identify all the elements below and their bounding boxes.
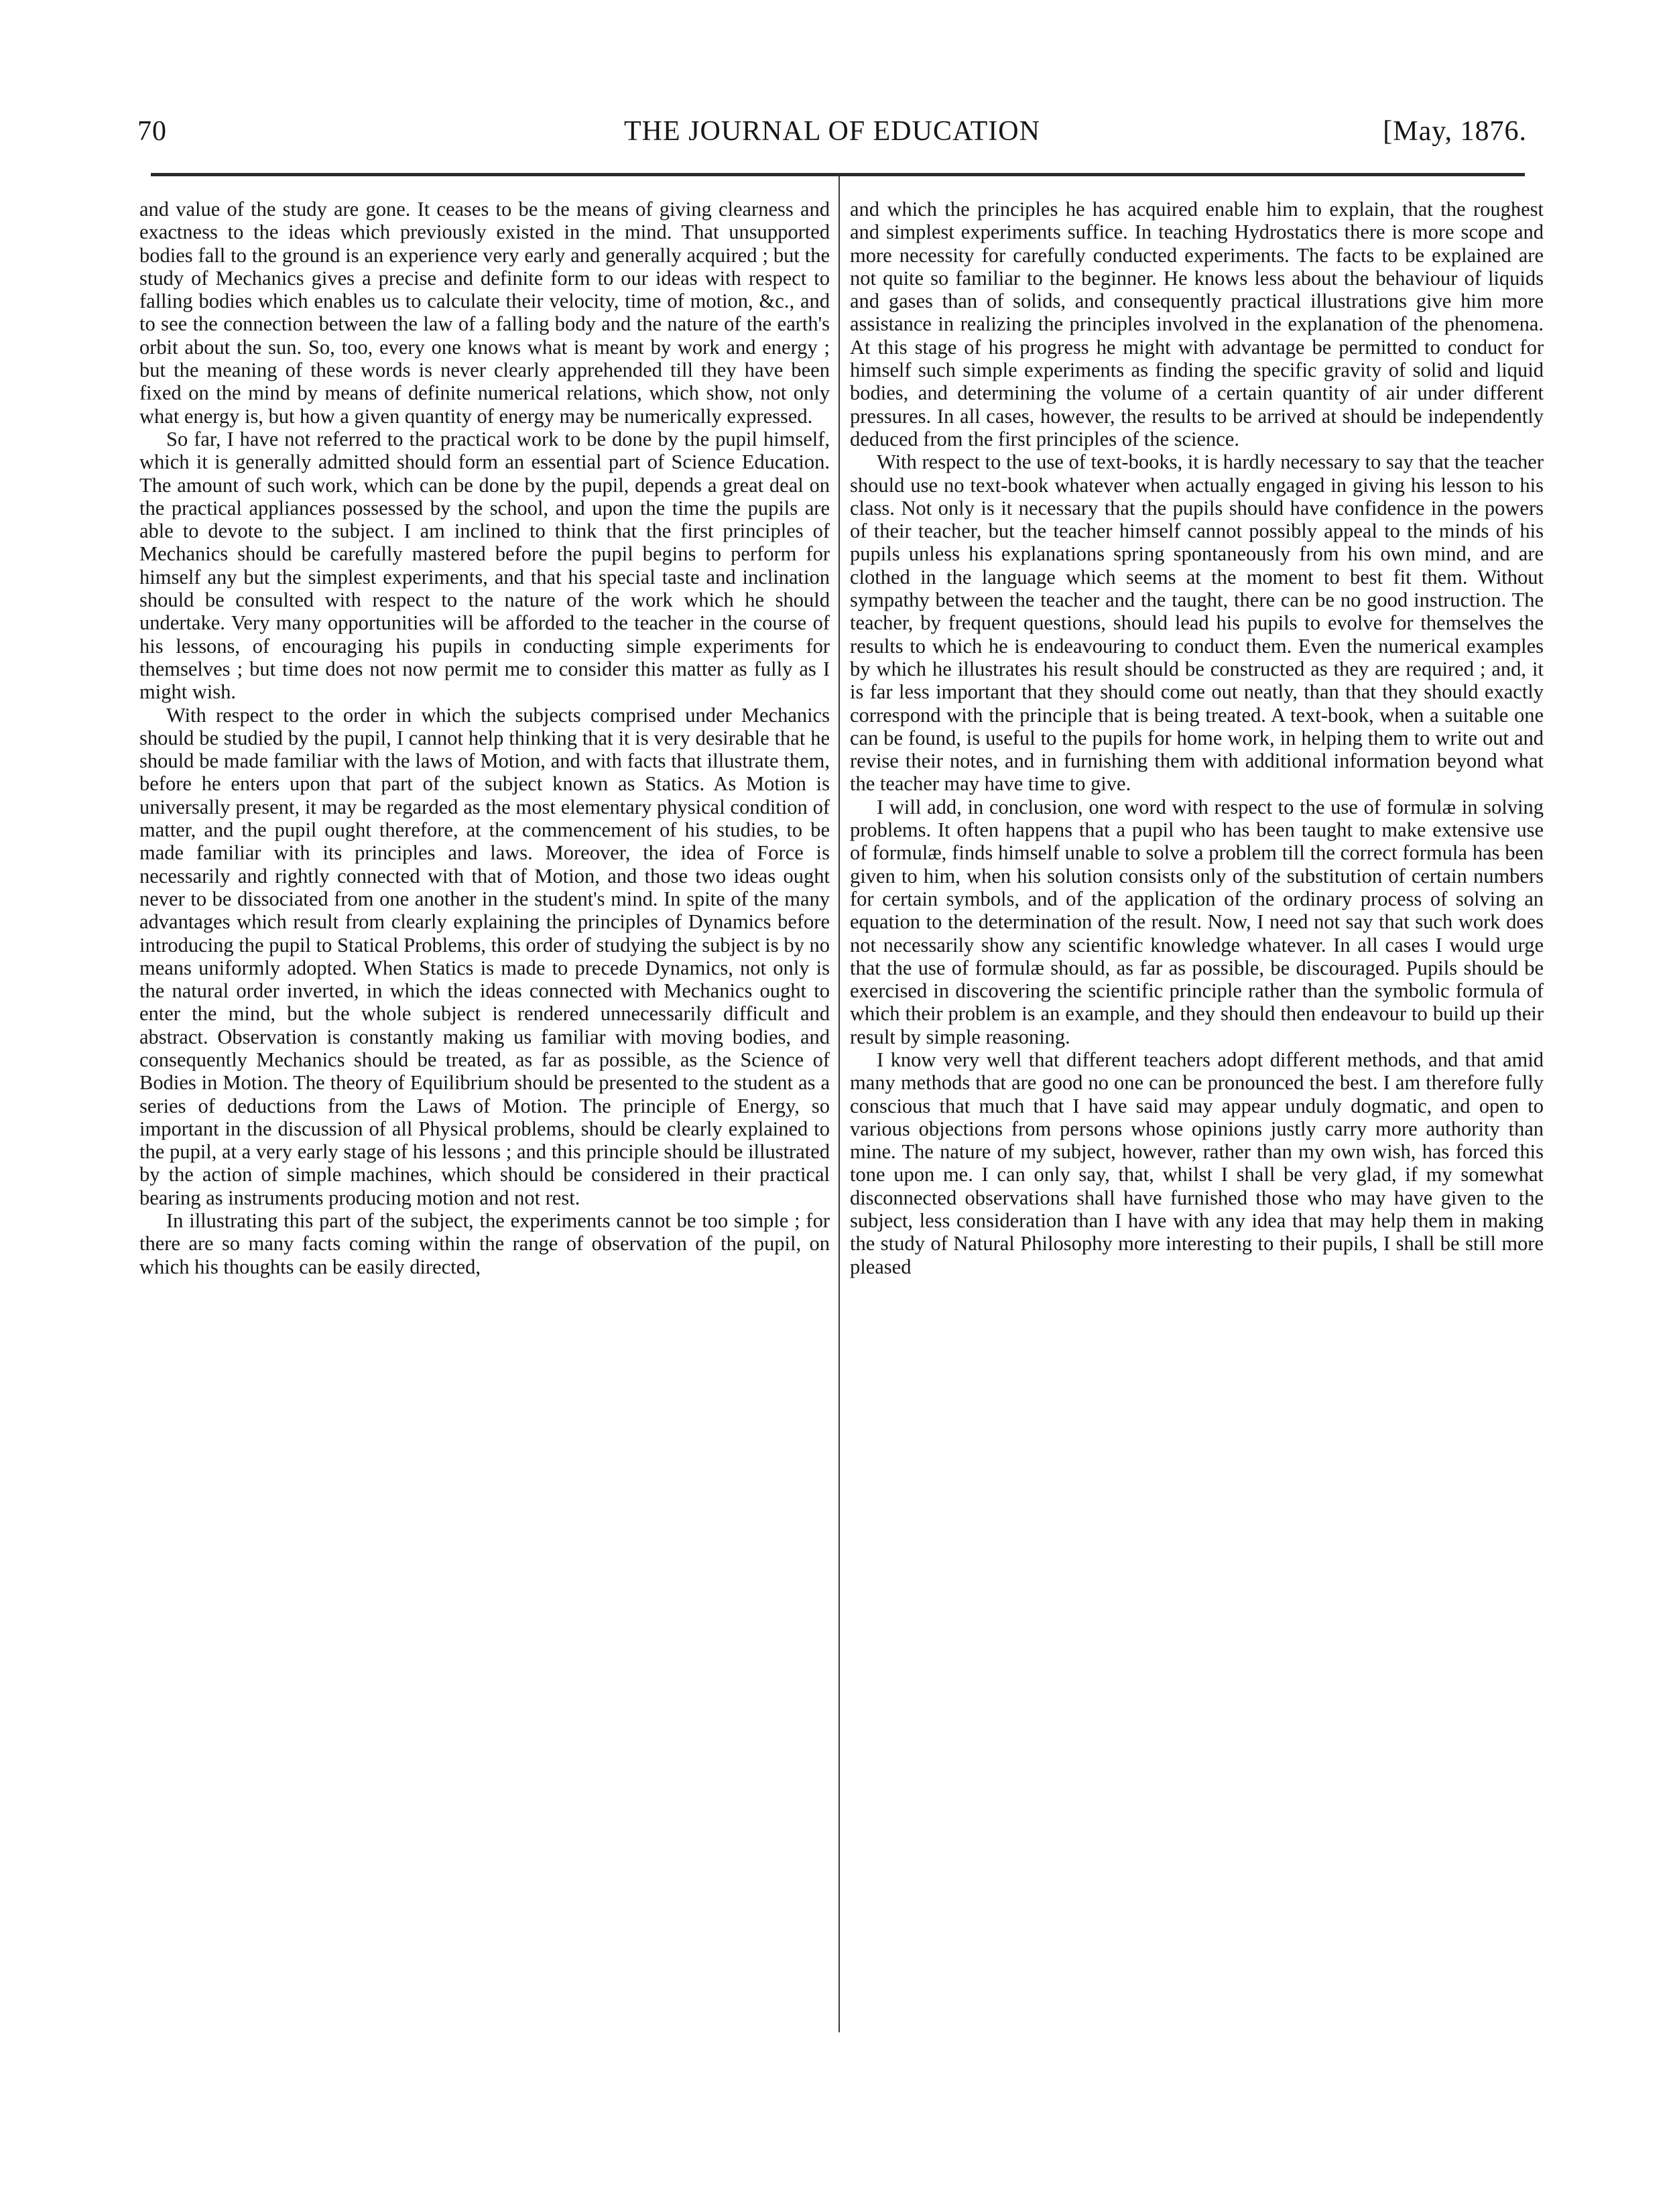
paragraph: and value of the study are gone. It ceases to be the means of giving clearness and exactness to the ideas which previously existed in the mind. That unsupported bodies fall to the ground is an experience very early and generally acquired ; but the study of Mechanics gives a precise and definite form to our ideas with respect to falling bodies which enables us to calculate their velocity, time of motion, &c., and to see the connection between the law of a falling body and the nature of the earth's orbit about the sun. So, too, every one knows what is meant by work and energy ; but the meaning of these words is never clearly apprehended till they have been fixed on the mind by means of definite numerical relations, which show, not only what energy is, but how a given quantity of energy may be numerically expressed. [139, 198, 830, 428]
issue-date: [May, 1876. [1383, 116, 1527, 147]
paragraph: In illustrating this part of the subject, the experiments cannot be too simple ; for there are so many facts coming within the range of observation of the pupil, on which his thoughts can be easily directed, [139, 1209, 830, 1278]
right-column [850, 198, 1544, 2122]
header-rule [151, 173, 1525, 176]
paragraph: I know very well that different teachers adopt different methods, and that amid many methods that are good no one can be pronounced the best. I am therefore fully conscious that much that I have said may appear unduly dogmatic, and open to various objections from persons whose opinions justly carry more authority than mine. The nature of my subject, however, rather than my own wish, has forced this tone upon me. I can only say, that, whilst I shall be very glad, if my somewhat disconnected observations shall have furnished those who may have given to the subject, less consideration than I have with any idea that may help them in making the study of Natural Philosophy more interesting to their pupils, I shall be still more pleased [850, 1048, 1544, 1278]
column-divider [839, 176, 840, 2032]
paragraph: With respect to the order in which the subjects comprised under Mechanics should be studied by the pupil, I cannot help thinking that it is very desirable that he should be made familiar with the laws of Motion, and with facts that illustrate them, before he enters upon that part of the subject known as Statics. As Motion is universally present, it may be regarded as the most elementary physical condition of matter, and the pupil ought therefore, at the commencement of his studies, to be made familiar with its principles and laws. Moreover, the idea of Force is necessarily and rightly connected with that of Motion, and those two ideas ought never to be dissociated from one another in the student's mind. In spite of the many advantages which result from clearly explaining the principles of Dynamics before introducing the pupil to Statical Problems, this order of studying the subject is by no means uniformly adopted. When Statics is made to precede Dynamics, not only is the natural order inverted, in which the ideas connected with Mechanics ought to enter the mind, but the whole subject is rendered unnecessarily difficult and abstract. Observation is constantly making us familiar with moving bodies, and consequently Mechanics should be treated, as far as possible, as the Science of Bodies in Motion. The theory of Equilibrium should be presented to the student as a series of deductions from the Laws of Motion. The principle of Energy, so important in the discussion of all Physical problems, should be clearly explained to the pupil, at a very early stage of his lessons ; and this principle should be illustrated by the action of simple machines, which should be considered in their practical bearing as instruments producing motion and not rest. [139, 703, 830, 1209]
paragraph: I will add, in conclusion, one word with respect to the use of formulæ in solving problems. It often happens that a pupil who has been taught to make extensive use of formulæ, finds himself unable to solve a problem till the correct formula has been given to him, when his solution consists only of the substitution of certain numbers for certain symbols, and of the application of the ordinary process of solving an equation to the determination of the result. Now, I need not say that such work does not necessarily show any scientific knowledge whatever. In all cases I would urge that the use of formulæ should, as far as possible, be discouraged. Pupils should be exercised in discovering the scientific principle rather than the symbolic formula of which their problem is an example, and they should then endeavour to build up their result by simple reasoning. [850, 795, 1544, 1048]
running-header [137, 115, 1527, 156]
paragraph: So far, I have not referred to the practical work to be done by the pupil himself, which it is generally admitted should form an essential part of Science Education. The amount of such work, which can be done by the pupil, depends a great deal on the practical appliances possessed by the school, and upon the time the pupils are able to devote to the subject. I am inclined to think that the first principles of Mechanics should be carefully mastered before the pupil begins to perform for himself any but the simplest experiments, and that his special taste and inclination should be consulted with respect to the nature of the work which he should undertake. Very many opportunities will be afforded to the teacher in the course of his lessons, of encouraging his pupils in conducting simple experiments for themselves ; but time does not now permit me to consider this matter as fully as I might wish. [139, 427, 830, 704]
page-number: 70 [137, 116, 167, 147]
paragraph: and which the principles he has acquired enable him to explain, that the roughest and simplest experiments suffice. In teaching Hydrostatics there is more scope and more necessity for carefully conducted experiments. The facts to be explained are not quite so familiar to the beginner. He knows less about the behaviour of liquids and gases than of solids, and consequently practical illustrations give him more assistance in realizing the principles involved in the explanation of the phenomena. At this stage of his progress he might with advantage be permitted to conduct for himself such simple experiments as finding the specific gravity of solid and liquid bodies, and determining the volume of a certain quantity of air under different pressures. In all cases, however, the results to be arrived at should be independently deduced from the first principles of the science. [850, 198, 1544, 450]
left-column [139, 198, 830, 2122]
paragraph: With respect to the use of text-books, it is hardly necessary to say that the teacher should use no text-book whatever when actually engaged in giving his lesson to his class. Not only is it necessary that the pupils should have confidence in the powers of their teacher, but the teacher himself cannot possibly appeal to the minds of his pupils unless his explanations spring spontaneously from his own mind, and are clothed in the language which seems at the moment to best fit them. Without sympathy between the teacher and the taught, there can be no good instruction. The teacher, by frequent questions, should lead his pupils to evolve for themselves the results to which he is endeavouring to conduct them. Even the numerical examples by which he illustrates his result should be constructed as they are required ; and, it is far less important that they should come out neatly, than that they should exactly correspond with the principle that is being treated. A text-book, when a suitable one can be found, is useful to the pupils for home work, in helping them to write out and revise their notes, and in furnishing them with additional information beyond what the teacher may have time to give. [850, 450, 1544, 796]
journal-title: THE JOURNAL OF EDUCATION [624, 116, 1040, 147]
